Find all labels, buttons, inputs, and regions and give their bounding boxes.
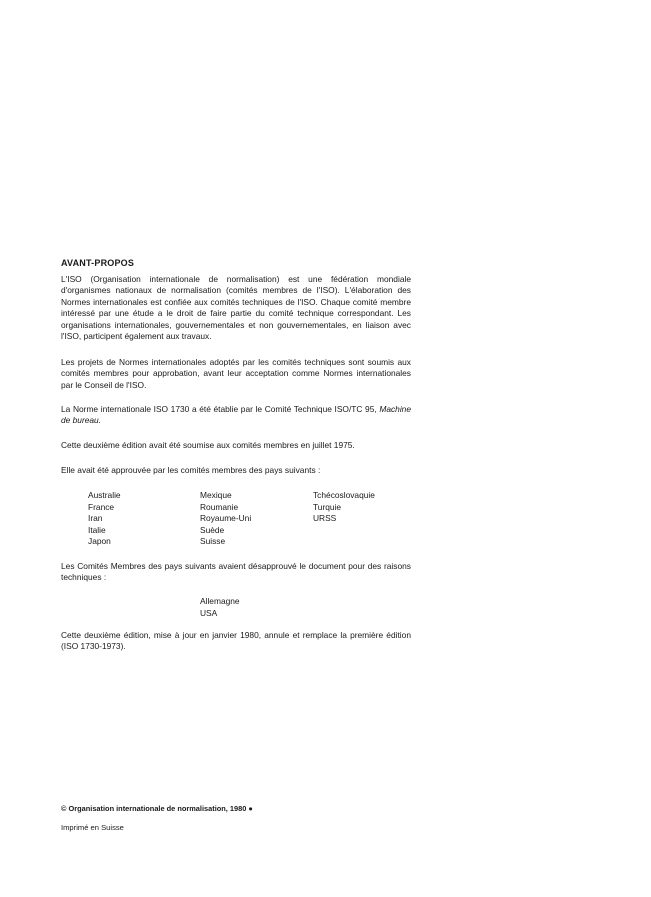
paragraph-submission: Cette deuxième édition avait été soumise aux comités membres en juillet 1975.	[61, 440, 355, 450]
section-heading: AVANT-PROPOS	[61, 258, 135, 268]
printed-in: Imprimé en Suisse	[61, 823, 124, 832]
paragraph-approval-intro: Elle avait été approuvée par les comités membres des pays suivants :	[61, 465, 321, 475]
country-item: Turquie	[313, 501, 342, 512]
committee-name: Machine de bureau.	[61, 404, 411, 426]
country-item: Iran	[88, 513, 103, 524]
country-item: Japon	[88, 536, 111, 547]
country-item: USA	[200, 607, 218, 618]
country-item: Allemagne	[200, 596, 240, 606]
paragraph-iso-description: L'ISO (Organisation internationale de normalisation) est une fédération mondiale d'organismes nationaux de normalisation (comités membres de l'ISO). L'élaboration des Normes internationales est confiée aux comités techniques de l'ISO. Chaque comité membre intéressé par une étude a le droit de faire partie du comité technique correspondant. Les organisations internationales, gouvernementales et non gouvernementales, en liaison avec l'ISO, participent également aux travaux.	[61, 274, 411, 342]
country-item: Australie	[88, 490, 121, 500]
copyright-notice: © Organisation internationale de normalisation, 1980 ●	[61, 804, 253, 813]
approving-countries-column-3	[313, 490, 375, 525]
country-item: Tchécoslovaquie	[313, 490, 375, 500]
paragraph-standard-origin	[61, 404, 411, 427]
disapproving-countries-list	[200, 596, 240, 619]
country-item: Royaume-Uni	[200, 513, 252, 524]
standard-origin-text: La Norme internationale ISO 1730 a été établie par le Comité Technique ISO/TC 95,	[61, 404, 380, 414]
paragraph-draft-standards: Les projets de Normes internationales adoptés par les comités techniques sont soumis aux comités membres pour approbation, avant leur acceptation comme Normes internationales par le Conseil de l'ISO.	[61, 357, 411, 390]
country-item: Roumanie	[200, 501, 239, 512]
country-item: URSS	[313, 513, 337, 524]
country-item: Mexique	[200, 490, 232, 500]
country-item: Italie	[88, 524, 106, 535]
paragraph-edition-note: Cette deuxième édition, mise à jour en janvier 1980, annule et remplace la première édition (ISO 1730-1973).	[61, 630, 411, 652]
country-item: Suisse	[200, 536, 226, 547]
paragraph-disapproval-intro: Les Comités Membres des pays suivants avaient désapprouvé le document pour des raisons techniques :	[61, 561, 411, 583]
country-item: Suède	[200, 524, 225, 535]
approving-countries-column-1	[88, 490, 121, 548]
country-item: France	[88, 501, 115, 512]
approving-countries-column-2	[200, 490, 251, 548]
